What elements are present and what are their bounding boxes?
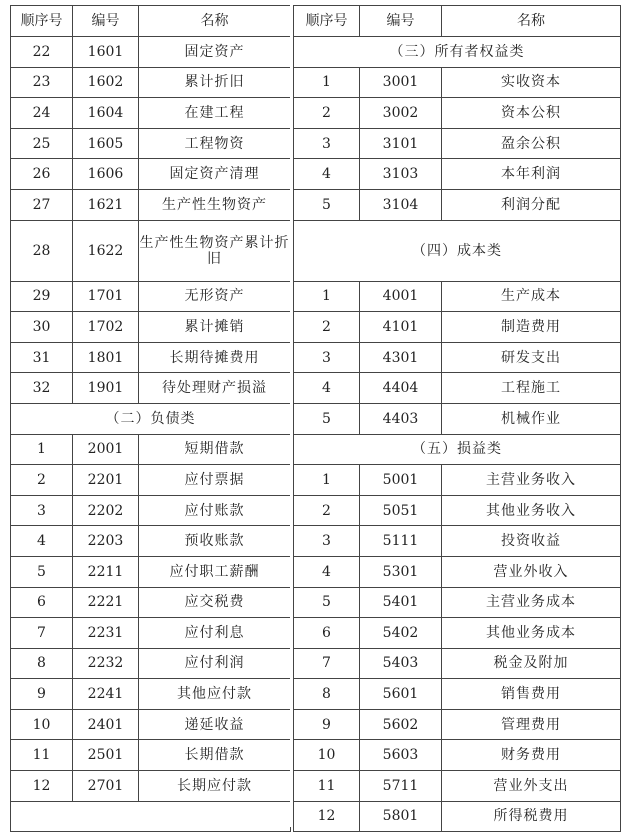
- row-seq: 27: [11, 189, 73, 220]
- row-code: 1605: [73, 128, 139, 159]
- row-code: 5801: [360, 801, 442, 832]
- row-seq: 9: [11, 679, 73, 710]
- row-code: 2231: [73, 618, 139, 649]
- row-code: 1604: [73, 98, 139, 129]
- row-seq: 3: [294, 526, 360, 557]
- row-code: 5403: [360, 648, 442, 679]
- section-row: [11, 403, 291, 434]
- row-seq: 1: [11, 434, 73, 465]
- row-code: 2401: [73, 709, 139, 740]
- table-row: [294, 740, 621, 771]
- row-name: 财务费用: [442, 740, 621, 771]
- row-seq: 8: [294, 679, 360, 710]
- row-seq: 12: [11, 771, 73, 802]
- table-row: [294, 342, 621, 373]
- row-seq: 5: [11, 556, 73, 587]
- row-code: 5051: [360, 495, 442, 526]
- row-name: 应付职工薪酬: [139, 556, 291, 587]
- row-name: 税金及附加: [442, 648, 621, 679]
- row-name: 生产成本: [442, 281, 621, 312]
- row-name: 研发支出: [442, 342, 621, 373]
- row-code: 4301: [360, 342, 442, 373]
- row-seq: 4: [11, 526, 73, 557]
- row-name: 销售费用: [442, 679, 621, 710]
- table-row: [11, 159, 291, 190]
- table-row: [294, 495, 621, 526]
- row-name: 短期借款: [139, 434, 291, 465]
- row-name: 其他应付款: [139, 679, 291, 710]
- row-name: 预收账款: [139, 526, 291, 557]
- row-code: 2701: [73, 771, 139, 802]
- row-seq: 4: [294, 159, 360, 190]
- row-name: 应付票据: [139, 465, 291, 496]
- row-name: 长期借款: [139, 740, 291, 771]
- table-row: [11, 342, 291, 373]
- row-name: 工程施工: [442, 373, 621, 404]
- row-code: 1901: [73, 373, 139, 404]
- row-code: 5601: [360, 679, 442, 710]
- row-code: 5001: [360, 465, 442, 496]
- table-row: [11, 709, 291, 740]
- column-gap: [290, 5, 293, 827]
- row-name: 营业外收入: [442, 556, 621, 587]
- row-code: 5711: [360, 771, 442, 802]
- row-name: 累计摊销: [139, 312, 291, 343]
- row-name: 营业外支出: [442, 771, 621, 802]
- row-seq: 9: [294, 709, 360, 740]
- row-seq: 25: [11, 128, 73, 159]
- row-seq: 2: [294, 495, 360, 526]
- row-code: 1602: [73, 67, 139, 98]
- row-code: 2241: [73, 679, 139, 710]
- table-row: [294, 67, 621, 98]
- row-code: 5602: [360, 709, 442, 740]
- row-name: 固定资产: [139, 37, 291, 68]
- row-code: 3104: [360, 189, 442, 220]
- row-code: 3101: [360, 128, 442, 159]
- row-seq: 10: [11, 709, 73, 740]
- row-name: 其他业务成本: [442, 618, 621, 649]
- table-row: [294, 648, 621, 679]
- row-seq: 3: [294, 342, 360, 373]
- row-name: 应付利息: [139, 618, 291, 649]
- section-title: （三）所有者权益类: [294, 37, 621, 68]
- row-code: 1622: [73, 220, 139, 281]
- row-seq: 2: [11, 465, 73, 496]
- table-row: [11, 771, 291, 802]
- header-row: [294, 6, 621, 37]
- row-code: 1606: [73, 159, 139, 190]
- blank-row: [11, 801, 291, 831]
- row-seq: 7: [11, 618, 73, 649]
- row-seq: 31: [11, 342, 73, 373]
- table-row: [294, 159, 621, 190]
- row-name: 管理费用: [442, 709, 621, 740]
- row-name: 无形资产: [139, 281, 291, 312]
- row-code: 3001: [360, 67, 442, 98]
- table-row: [11, 312, 291, 343]
- row-seq: 5: [294, 189, 360, 220]
- table-row: [11, 740, 291, 771]
- section-title: （五）损益类: [294, 434, 621, 465]
- header-code: 编号: [73, 6, 139, 37]
- table-row: [11, 465, 291, 496]
- row-code: 2001: [73, 434, 139, 465]
- row-code: 2501: [73, 740, 139, 771]
- row-code: 2221: [73, 587, 139, 618]
- table-row: [294, 587, 621, 618]
- table-row: [294, 771, 621, 802]
- table-row: [11, 618, 291, 649]
- table-row: [11, 98, 291, 129]
- row-name: 长期应付款: [139, 771, 291, 802]
- table-row: [294, 312, 621, 343]
- table-row: [294, 98, 621, 129]
- row-seq: 24: [11, 98, 73, 129]
- row-code: 5603: [360, 740, 442, 771]
- row-code: 4404: [360, 373, 442, 404]
- row-code: 4101: [360, 312, 442, 343]
- header-name: 名称: [442, 6, 621, 37]
- row-seq: 3: [11, 495, 73, 526]
- table-row: [294, 618, 621, 649]
- row-seq: 23: [11, 67, 73, 98]
- section-row: [294, 220, 621, 281]
- row-name: 应付利润: [139, 648, 291, 679]
- row-name: 其他业务收入: [442, 495, 621, 526]
- row-seq: 1: [294, 465, 360, 496]
- row-name: 待处理财产损溢: [139, 373, 291, 404]
- row-seq: 3: [294, 128, 360, 159]
- row-code: 1601: [73, 37, 139, 68]
- table-row: [11, 526, 291, 557]
- row-name: 制造费用: [442, 312, 621, 343]
- section-row: [294, 37, 621, 68]
- table-row: [294, 556, 621, 587]
- row-seq: 11: [11, 740, 73, 771]
- row-code: 1702: [73, 312, 139, 343]
- row-seq: 4: [294, 373, 360, 404]
- table-row: [294, 709, 621, 740]
- row-name: 实收资本: [442, 67, 621, 98]
- row-name: 所得税费用: [442, 801, 621, 832]
- row-seq: 5: [294, 403, 360, 434]
- table-row: [294, 526, 621, 557]
- table-row: [11, 648, 291, 679]
- row-name: 利润分配: [442, 189, 621, 220]
- row-name: 投资收益: [442, 526, 621, 557]
- table-row: [294, 465, 621, 496]
- row-seq: 29: [11, 281, 73, 312]
- table-row: [11, 37, 291, 68]
- row-seq: 28: [11, 220, 73, 281]
- table-row: [294, 128, 621, 159]
- row-seq: 2: [294, 312, 360, 343]
- section-row: [294, 434, 621, 465]
- table-row: [11, 434, 291, 465]
- right-table: [293, 5, 621, 832]
- table-row: [294, 281, 621, 312]
- row-seq: 10: [294, 740, 360, 771]
- row-name: 机械作业: [442, 403, 621, 434]
- section-title: （四）成本类: [294, 220, 621, 281]
- row-code: 5111: [360, 526, 442, 557]
- table-row: [294, 679, 621, 710]
- row-seq: 11: [294, 771, 360, 802]
- header-seq: 顺序号: [294, 6, 360, 37]
- row-name: 固定资产清理: [139, 159, 291, 190]
- row-name: 累计折旧: [139, 67, 291, 98]
- row-seq: 26: [11, 159, 73, 190]
- table-row: [11, 189, 291, 220]
- row-code: 1621: [73, 189, 139, 220]
- table-row: [11, 281, 291, 312]
- section-title: （二）负债类: [11, 403, 291, 434]
- table-row: [11, 495, 291, 526]
- row-code: 2211: [73, 556, 139, 587]
- row-code: 1701: [73, 281, 139, 312]
- row-name: 生产性生物资产累计折旧: [139, 220, 291, 281]
- row-name: 递延收益: [139, 709, 291, 740]
- row-seq: 22: [11, 37, 73, 68]
- row-code: 3002: [360, 98, 442, 129]
- table-row: [11, 587, 291, 618]
- row-code: 1801: [73, 342, 139, 373]
- row-name: 长期待摊费用: [139, 342, 291, 373]
- row-name: 本年利润: [442, 159, 621, 190]
- row-seq: 7: [294, 648, 360, 679]
- row-seq: 6: [294, 618, 360, 649]
- row-name: 生产性生物资产: [139, 189, 291, 220]
- row-code: 2201: [73, 465, 139, 496]
- header-code: 编号: [360, 6, 442, 37]
- blank-cell: [11, 801, 291, 831]
- row-seq: 4: [294, 556, 360, 587]
- row-seq: 1: [294, 67, 360, 98]
- table-row: [11, 220, 291, 281]
- row-code: 5402: [360, 618, 442, 649]
- row-seq: 12: [294, 801, 360, 832]
- row-code: 4403: [360, 403, 442, 434]
- row-name: 主营业务成本: [442, 587, 621, 618]
- row-seq: 6: [11, 587, 73, 618]
- row-code: 5301: [360, 556, 442, 587]
- row-seq: 32: [11, 373, 73, 404]
- table-row: [11, 373, 291, 404]
- table-row: [294, 403, 621, 434]
- table-row: [11, 128, 291, 159]
- row-seq: 30: [11, 312, 73, 343]
- row-name: 应交税费: [139, 587, 291, 618]
- table-row: [11, 67, 291, 98]
- table-row: [294, 189, 621, 220]
- row-code: 4001: [360, 281, 442, 312]
- left-table: [10, 5, 291, 832]
- row-name: 主营业务收入: [442, 465, 621, 496]
- row-code: 3103: [360, 159, 442, 190]
- header-seq: 顺序号: [11, 6, 73, 37]
- row-name: 盈余公积: [442, 128, 621, 159]
- row-code: 2203: [73, 526, 139, 557]
- row-name: 资本公积: [442, 98, 621, 129]
- table-row: [294, 801, 621, 832]
- table-row: [294, 373, 621, 404]
- row-name: 工程物资: [139, 128, 291, 159]
- table-row: [11, 679, 291, 710]
- row-code: 2232: [73, 648, 139, 679]
- table-row: [11, 556, 291, 587]
- header-row: [11, 6, 291, 37]
- row-code: 5401: [360, 587, 442, 618]
- row-seq: 5: [294, 587, 360, 618]
- row-seq: 1: [294, 281, 360, 312]
- row-name: 应付账款: [139, 495, 291, 526]
- row-name: 在建工程: [139, 98, 291, 129]
- row-seq: 8: [11, 648, 73, 679]
- row-code: 2202: [73, 495, 139, 526]
- row-seq: 2: [294, 98, 360, 129]
- header-name: 名称: [139, 6, 291, 37]
